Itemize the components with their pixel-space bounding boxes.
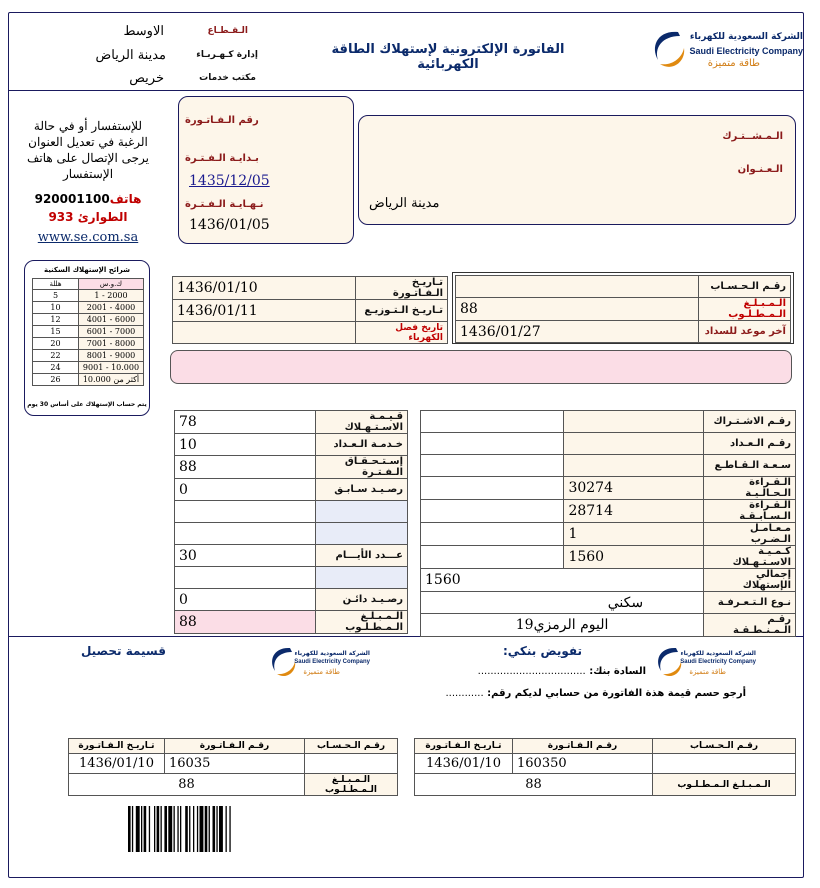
charge-value: 88 — [175, 611, 316, 634]
barcode-bar — [189, 806, 190, 852]
charge-label — [316, 567, 408, 589]
barcode-bar — [200, 806, 204, 852]
coupon-right-amount-label: الـمـبـلـغ الـمـطـلـوب — [653, 774, 796, 796]
barcode-bar — [144, 806, 147, 852]
coupon-logo-slogan: طاقة متميزة — [303, 668, 340, 676]
barcode-bar — [157, 806, 160, 852]
barcode-bar — [164, 806, 167, 852]
meter-row — [421, 433, 796, 455]
tariff-note: يتم حساب الإستهلاك على أساس 30 يوم — [27, 401, 147, 408]
charge-row — [175, 456, 408, 479]
subscriber-box — [358, 115, 796, 225]
charge-row — [175, 545, 408, 567]
meter-label: مـعـامـل الـضـرب — [704, 523, 796, 546]
due-date-label: آخر موعد للسداد — [699, 321, 791, 343]
coupon-logo — [268, 644, 378, 684]
tariff-range: 6001 - 7000 — [79, 326, 144, 338]
barcode-bar — [174, 806, 175, 852]
subscriber-name-label: الـمـشــتـرك — [722, 131, 783, 142]
barcode-bar — [219, 806, 223, 852]
charge-row — [175, 589, 408, 611]
bank-logo-en: Saudi Electricity Company — [680, 659, 756, 665]
meter-value: 1560 — [421, 569, 704, 592]
account-no-label: رقـم الـحـسـاب — [699, 276, 791, 298]
tariff-row — [33, 314, 144, 326]
emergency-number: 933 — [48, 210, 74, 224]
barcode-bar — [132, 806, 133, 852]
tariff-range: 9001 - 10.000 — [79, 362, 144, 374]
period-start-value: 1435/12/05 — [189, 173, 270, 189]
tariff-rate: 5 — [33, 290, 79, 302]
charge-label: خـدمـة الـعـداد — [316, 434, 408, 456]
message-bar — [170, 350, 792, 384]
logo-swirl-icon — [648, 26, 688, 70]
tariff-row — [33, 290, 144, 302]
tariff-row — [33, 338, 144, 350]
barcode-bar — [168, 806, 172, 852]
invoice-period-box — [178, 96, 354, 244]
charge-row — [175, 501, 408, 523]
meter-value: 28714 — [564, 500, 704, 523]
barcode-bar — [185, 806, 188, 852]
amount-due-value: 88 — [456, 298, 699, 321]
coupon-left-invoice: 16035 — [165, 754, 305, 774]
contact-text: للإستفسار أو في حالة الرغبة في تعديل العنوان يرجى الإتصال على هاتف الإستفسار — [26, 119, 149, 181]
subscriber-address-value: مدينة الرياض — [369, 196, 440, 211]
coupon-right-account-label: رقـم الـحـسـاب — [653, 739, 796, 754]
tariff-rate: 15 — [33, 326, 79, 338]
bank-name-line — [477, 666, 646, 677]
sector-label: الـقـطـاع — [207, 26, 248, 36]
bank-request-line — [436, 688, 746, 699]
coupon-left-invoice-label: رقـم الـفـاتـورة — [165, 739, 305, 754]
barcode-bar — [205, 806, 208, 852]
charge-value: 88 — [175, 456, 316, 479]
meter-row — [421, 569, 796, 592]
tariff-rate: 12 — [33, 314, 79, 326]
bank-logo-slogan: طاقة متميزة — [689, 668, 726, 676]
invoice-title: الفاتورة الإلكترونية لإستهلاك الطاقة الكهربائية — [331, 42, 565, 72]
header-divider — [8, 90, 804, 91]
meter-value: اليوم الرمزي19 — [421, 614, 704, 637]
coupon-logo-ar: الشركة السعودية للكهرباء — [294, 650, 370, 657]
company-logo — [648, 26, 803, 72]
meter-blank — [421, 500, 564, 523]
charge-value — [175, 523, 316, 545]
distribution-date-label: تـاريـخ الـتـوزيـع — [356, 300, 448, 322]
meter-row — [421, 500, 796, 523]
coupon-left-amount-label: الـمـبـلـغ الـمـطـلـوب — [305, 774, 398, 796]
meter-value: 1560 — [564, 546, 704, 569]
charge-value — [175, 501, 316, 523]
meter-row — [421, 411, 796, 433]
coupon-right-date: 1436/01/10 — [415, 754, 513, 774]
tariff-row — [33, 350, 144, 362]
charge-label: عـــدد الأيـــام — [316, 545, 408, 567]
sector-value: الاوسط — [123, 24, 164, 39]
distribution-date-value: 1436/01/11 — [173, 300, 356, 322]
subscriber-address-label: الـعـنـوان — [737, 164, 783, 175]
tariff-row — [33, 302, 144, 314]
distribution-date-row — [173, 300, 448, 322]
coupon-left-table — [68, 738, 398, 796]
charge-value: 0 — [175, 589, 316, 611]
barcode-bar — [141, 806, 142, 852]
meter-label: رقـم الاشـتـراك — [704, 411, 796, 433]
tariff-range: 4001 - 6000 — [79, 314, 144, 326]
tariff-title: شرائح الإستهلاك السكنية — [43, 266, 131, 274]
amount-due-row — [456, 298, 791, 321]
charge-value: 10 — [175, 434, 316, 456]
barcode — [128, 806, 262, 858]
charge-label — [316, 523, 408, 545]
account-no-row — [456, 276, 791, 298]
charge-row — [175, 611, 408, 634]
coupon-right-account — [653, 754, 796, 774]
meter-blank — [421, 433, 564, 455]
barcode-bar — [128, 806, 131, 852]
meter-blank — [421, 523, 564, 546]
meter-blank — [421, 477, 564, 500]
logo-slogan: طاقة متميزة — [707, 58, 760, 69]
barcode-bar — [136, 806, 140, 852]
period-end-value: 1436/01/05 — [189, 217, 270, 233]
tariff-row — [33, 362, 144, 374]
charges-table — [174, 410, 408, 634]
meter-blank — [421, 455, 564, 477]
tariff-col-halala: هللة — [33, 279, 79, 290]
contact-phone — [20, 192, 156, 206]
meter-row — [421, 614, 796, 637]
due-date-value: 1436/01/27 — [456, 321, 699, 343]
phone-number: 920001100 — [34, 192, 110, 206]
phone-label: هاتف — [109, 192, 142, 206]
meter-value: سكني — [421, 592, 704, 614]
barcode-bar — [177, 806, 178, 852]
charge-value: 0 — [175, 479, 316, 501]
bank-dots: .................................. — [477, 666, 586, 677]
meter-row — [421, 523, 796, 546]
logo-name-en: Saudi Electricity Company — [689, 46, 803, 56]
tariff-row — [33, 326, 144, 338]
barcode-bar — [193, 806, 194, 852]
meter-label: سـعـة الـقـاطـع — [704, 455, 796, 477]
barcode-bar — [197, 806, 198, 852]
emergency-line — [20, 210, 156, 224]
bank-label: السادة بنك: — [589, 666, 646, 677]
bank-logo-ar: الشركة السعودية للكهرباء — [680, 650, 756, 657]
barcode-bar — [226, 806, 227, 852]
cutoff-date-value — [173, 322, 356, 344]
invoice-no-label: رقم الـفـاتـورة — [185, 115, 259, 126]
charge-label: قـيـمـة الاسـتـهـلاك — [316, 411, 408, 434]
barcode-bar — [161, 806, 162, 852]
dates-table — [172, 276, 448, 344]
charge-row — [175, 523, 408, 545]
coupon-right-date-label: تـاريـخ الـفـاتـورة — [415, 739, 513, 754]
website-link[interactable]: www.se.com.sa — [37, 230, 139, 245]
meter-row — [421, 546, 796, 569]
barcode-bar — [209, 806, 210, 852]
barcode-bar — [180, 806, 181, 852]
barcode-bar — [216, 806, 217, 852]
tariff-rate: 20 — [33, 338, 79, 350]
coupon-left-account-label: رقـم الـحـسـاب — [305, 739, 398, 754]
account-no-value — [456, 276, 699, 298]
office-label: مكتب خدمات — [199, 73, 256, 83]
meter-value: 1 — [564, 523, 704, 546]
charge-row — [175, 567, 408, 589]
bank-request-text: أرجو حسم قيمة هذة الفاتورة من حسابي لديكم رقم: — [487, 688, 746, 699]
charge-value: 78 — [175, 411, 316, 434]
meter-blank — [421, 411, 564, 433]
coupon-right-table — [414, 738, 796, 796]
coupon-logo-en: Saudi Electricity Company — [294, 659, 370, 665]
meter-value — [564, 433, 704, 455]
charge-label: رصـيـد سـابـق — [316, 479, 408, 501]
barcode-bar — [229, 806, 230, 852]
meter-label: الـقـراءة الـسـابـقـة — [704, 500, 796, 523]
meter-value — [564, 455, 704, 477]
meter-row — [421, 477, 796, 500]
charge-value: 30 — [175, 545, 316, 567]
tariff-rate: 22 — [33, 350, 79, 362]
coupon-left-amount: 88 — [69, 774, 305, 796]
coupon-title: قسيمة تحصيل — [80, 644, 166, 658]
emergency-label: الطوارئ — [77, 210, 128, 224]
charge-label: رصـيـد دائـن — [316, 589, 408, 611]
coupon-right-amount: 88 — [415, 774, 653, 796]
tariff-col-kwh: ك.و.س — [79, 279, 144, 290]
meter-label: رقـم الـمـنـطـقـة — [704, 614, 796, 637]
tariff-rate: 10 — [33, 302, 79, 314]
meter-label: رقـم الـعـداد — [704, 433, 796, 455]
tariff-rate: 24 — [33, 362, 79, 374]
coupon-left-date: 1436/01/10 — [69, 754, 165, 774]
invoice-date-value: 1436/01/10 — [173, 277, 356, 300]
charge-label: إسـتـحـقـاق الـفـتـرة — [316, 456, 408, 479]
tariff-range: 8001 - 9000 — [79, 350, 144, 362]
meter-label: الـقـراءة الـحـالـيـة — [704, 477, 796, 500]
charge-row — [175, 434, 408, 456]
meter-label: نـوع الـتـعـرفـة — [704, 592, 796, 614]
meter-table — [420, 410, 796, 637]
invoice-date-label: تـاريـخ الـفـاتـورة — [356, 277, 448, 300]
bank-logo — [654, 644, 764, 684]
charge-row — [175, 411, 408, 434]
meter-label: كـمـيـة الاسـتـهـلاك — [704, 546, 796, 569]
coupon-right-invoice-label: رقـم الـفـاتـورة — [513, 739, 653, 754]
tariff-table — [32, 278, 144, 386]
tariff-range: أكثر من 10.000 — [79, 374, 144, 386]
office-value: خريص — [129, 71, 164, 86]
tariff-range: 2001 - 4000 — [79, 302, 144, 314]
barcode-bar — [154, 806, 155, 852]
due-date-row — [456, 321, 791, 343]
charge-row — [175, 479, 408, 501]
meter-blank — [421, 546, 564, 569]
barcode-bar — [149, 806, 150, 852]
coupon-left-account — [305, 754, 398, 774]
admin-label: إدارة كـهـربـاء — [196, 50, 258, 60]
tariff-rate: 26 — [33, 374, 79, 386]
invoice-date-row — [173, 277, 448, 300]
charge-label: الـمـبـلـغ الـمـطـلـوب — [316, 611, 408, 634]
meter-value: 30274 — [564, 477, 704, 500]
account-table — [455, 275, 791, 343]
charge-value — [175, 567, 316, 589]
tariff-box — [24, 260, 150, 416]
coupon-right-invoice: 160350 — [513, 754, 653, 774]
coupon-left-date-label: تـاريـخ الـفـاتـورة — [69, 739, 165, 754]
tariff-row — [33, 374, 144, 386]
bank-title: تفويض بنكي: — [502, 644, 582, 658]
cutoff-date-label: تاريخ فصل الكهرباء — [356, 322, 448, 344]
charge-label — [316, 501, 408, 523]
bank-request-dots: ............ — [445, 688, 484, 699]
admin-value: مدينة الرياض — [95, 48, 166, 63]
amount-due-label: الـمـبـلـغ الـمـطـلـوب — [699, 298, 791, 321]
meter-label: إجمالي الإستهلاك — [704, 569, 796, 592]
cutoff-date-row — [173, 322, 448, 344]
meter-value — [564, 411, 704, 433]
logo-name-ar: الشركة السعودية للكهرباء — [689, 32, 803, 42]
tariff-range: 7001 - 8000 — [79, 338, 144, 350]
tariff-range: 1 - 2000 — [79, 290, 144, 302]
period-start-label: بـدايـة الـفـتـرة — [185, 153, 259, 164]
meter-row — [421, 455, 796, 477]
barcode-bar — [213, 806, 216, 852]
meter-row — [421, 592, 796, 614]
period-end-label: نـهـايـة الـفـتـرة — [185, 199, 264, 210]
